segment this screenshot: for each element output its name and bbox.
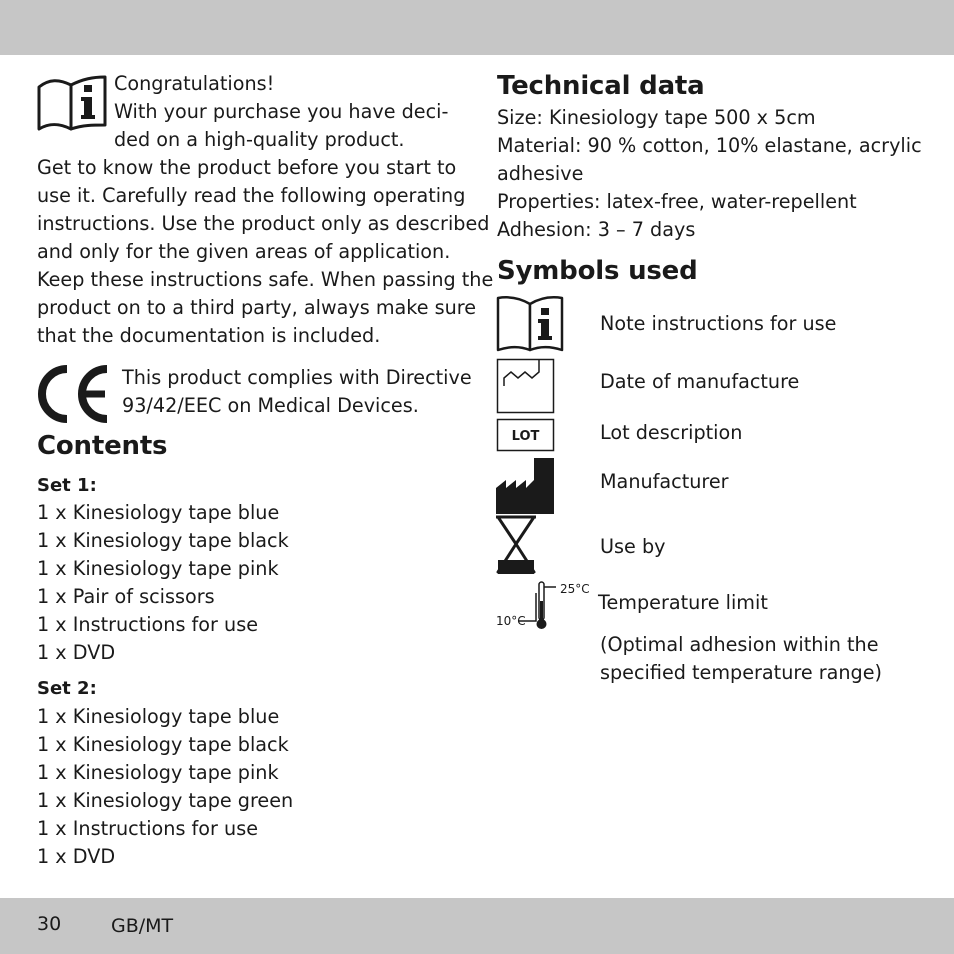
temp-low-label: 10°C — [496, 614, 526, 628]
list-item: 1 x Kinesiology tape black — [37, 733, 289, 756]
set1-label: Set 1: — [37, 475, 97, 496]
set2-label: Set 2: — [37, 678, 97, 699]
intro-line: Keep these instructions safe. When passing the — [37, 268, 494, 291]
intro-line: instructions. Use the product only as described — [37, 212, 490, 235]
thermometer-icon — [496, 579, 596, 631]
header-bar — [0, 0, 954, 55]
symbols-heading: Symbols used — [497, 256, 698, 286]
symbol-label-manufacturer: Manufacturer — [600, 470, 729, 493]
list-item: 1 x Kinesiology tape blue — [37, 501, 280, 524]
ce-mark-icon — [37, 365, 113, 423]
list-item: 1 x DVD — [37, 641, 116, 664]
list-item: 1 x DVD — [37, 845, 116, 868]
page-number: 30 — [37, 913, 62, 935]
tech-line: Properties: latex-free, water-repellent — [497, 190, 857, 213]
note-line: specified temperature range) — [600, 661, 883, 684]
list-item: 1 x Kinesiology tape green — [37, 789, 294, 812]
list-item: 1 x Pair of scissors — [37, 585, 215, 608]
tech-line: Adhesion: 3 – 7 days — [497, 218, 696, 241]
symbol-label-use-by: Use by — [600, 535, 666, 558]
lot-icon — [496, 418, 556, 452]
language-code: GB/MT — [111, 915, 174, 937]
symbol-label-temperature: Temperature limit — [598, 591, 768, 614]
ce-line: This product complies with Directive — [122, 366, 472, 389]
manufacturer-factory-icon — [496, 458, 556, 514]
technical-data-heading: Technical data — [497, 71, 705, 101]
intro-line: Congratulations! — [114, 72, 275, 95]
set2-list — [37, 703, 293, 871]
list-item: 1 x Kinesiology tape blue — [37, 705, 280, 728]
ce-line: 93/42/EEC on Medical Devices. — [122, 394, 419, 417]
tech-line: adhesive — [497, 162, 584, 185]
symbol-label-instructions: Note instructions for use — [600, 312, 837, 335]
tech-line: Material: 90 % cotton, 10% elastane, acrylic — [497, 134, 922, 157]
info-book-icon — [496, 294, 566, 352]
intro-line: Get to know the product before you start to — [37, 156, 457, 179]
technical-data-lines — [497, 104, 922, 244]
list-item: 1 x Kinesiology tape pink — [37, 761, 279, 784]
intro-line: use it. Carefully read the following operating — [37, 184, 466, 207]
list-item: 1 x Instructions for use — [37, 613, 258, 636]
intro-paragraph — [37, 154, 493, 350]
symbol-label-lot: Lot description — [600, 421, 743, 444]
temp-high-label: 25°C — [560, 582, 590, 596]
list-item: 1 x Kinesiology tape pink — [37, 557, 279, 580]
list-item: 1 x Kinesiology tape black — [37, 529, 289, 552]
intro-line: ded on a high-quality product. — [114, 128, 405, 151]
ce-statement — [122, 364, 472, 420]
intro-line: that the documentation is included. — [37, 324, 381, 347]
contents-heading: Contents — [37, 431, 168, 461]
intro-line: With your purchase you have deci- — [114, 100, 449, 123]
symbol-label-date: Date of manufacture — [600, 370, 800, 393]
hourglass-icon — [496, 515, 540, 575]
intro-line: product on to a third party, always make sure — [37, 296, 477, 319]
note-line: (Optimal adhesion within the — [600, 633, 879, 656]
set1-list — [37, 499, 289, 667]
list-item: 1 x Instructions for use — [37, 817, 258, 840]
intro-line: and only for the given areas of application. — [37, 240, 451, 263]
date-of-manufacture-icon — [496, 358, 556, 414]
intro-first-lines — [114, 70, 448, 154]
lot-icon-text: LOT — [511, 429, 540, 444]
temperature-note — [600, 631, 882, 687]
info-book-icon — [37, 73, 107, 131]
tech-line: Size: Kinesiology tape 500 x 5cm — [497, 106, 816, 129]
